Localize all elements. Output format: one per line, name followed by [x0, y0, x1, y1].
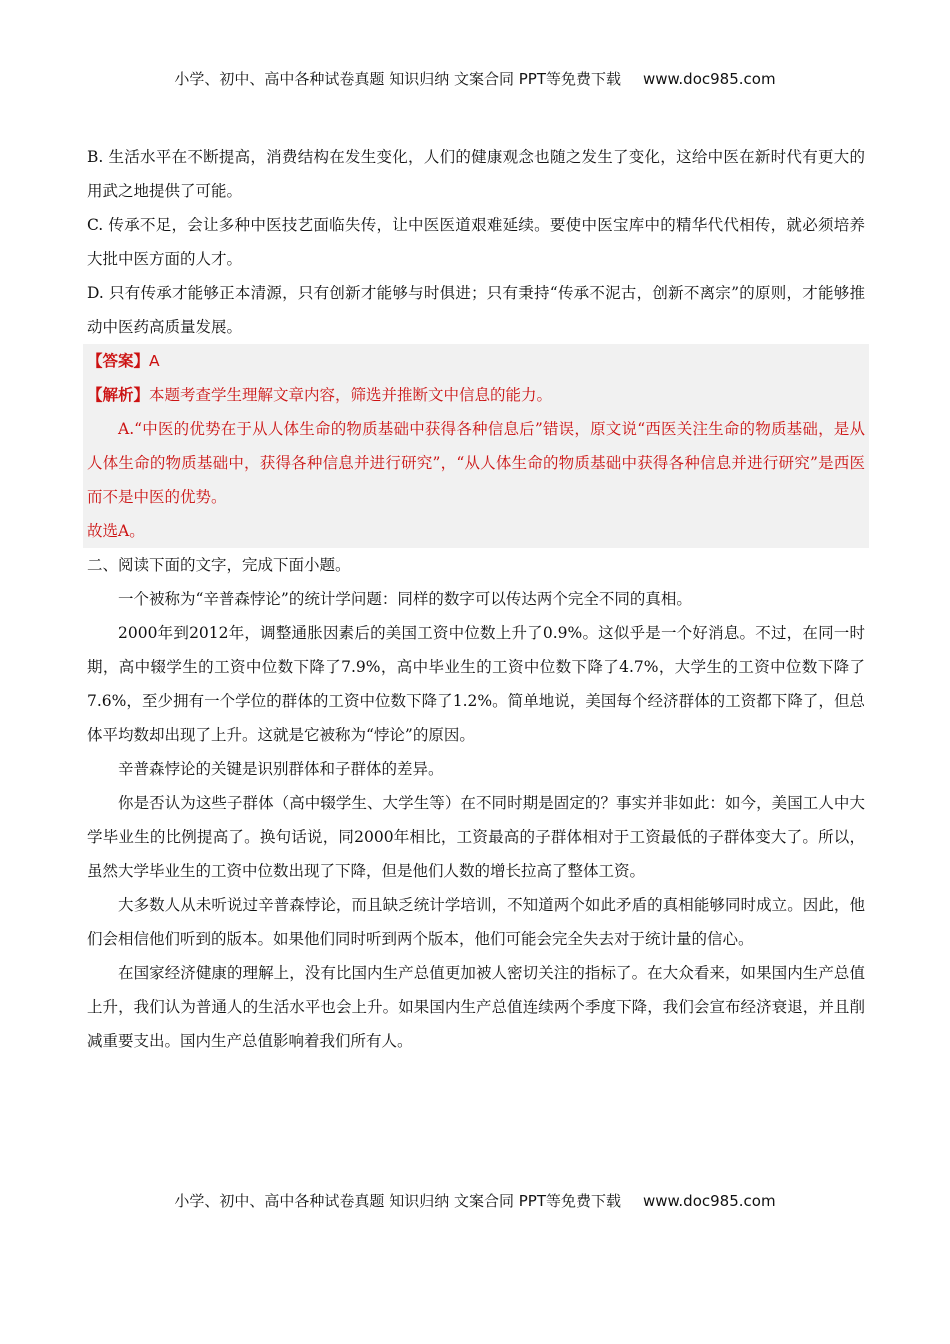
answer-box: [83, 344, 869, 548]
option-c: C. 传承不足，会让多种中医技艺面临失传，让中医医道艰难延续。要使中医宝库中的精华代代相传，就必须培养大批中医方面的人才。: [87, 216, 865, 268]
option-d: D. 只有传承才能够正本清源，只有创新才能够与时俱进；只有秉持“传承不泥古，创新不离宗”的原则，才能够推动中医药高质量发展。: [87, 284, 865, 336]
passage-paragraph: 在国家经济健康的理解上，没有比国内生产总值更加被人密切关注的指标了。在大众看来，如果国内生产总值上升，我们认为普通人的生活水平也会上升。如果国内生产总值连续两个季度下降，我们会宣布经济衰退，并且削减重要支出。国内生产总值影响着我们所有人。: [87, 964, 865, 1050]
header-text: 小学、初中、高中各种试卷真题 知识归纳 文案合同 PPT等免费下载: [174, 70, 621, 88]
analysis-conclusion: 故选A。: [87, 522, 145, 540]
analysis-body: A.“中医的优势在于从人体生命的物质基础中获得各种信息后”错误，原文说“西医关注生命的物质基础，是从人体生命的物质基础中，获得各种信息并进行研究”，“从人体生命的物质基础中获得各种信息并进行研究”是西医而不是中医的优势。: [87, 420, 865, 506]
passage-paragraph: 大多数人从未听说过辛普森悖论，而且缺乏统计学培训，不知道两个如此矛盾的真相能够同时成立。因此，他们会相信他们听到的版本。如果他们同时听到两个版本，他们可能会完全失去对于统计量的信心。: [87, 896, 865, 948]
option-b: B. 生活水平在不断提高，消费结构在发生变化，人们的健康观念也随之发生了变化，这给中医在新时代有更大的用武之地提供了可能。: [87, 148, 865, 200]
answer-line: [87, 344, 865, 378]
answer-label: 【答案】: [87, 351, 150, 370]
document-body: [87, 140, 865, 1058]
footer-text: 小学、初中、高中各种试卷真题 知识归纳 文案合同 PPT等免费下载: [174, 1192, 621, 1210]
footer-site: www.doc985.com: [642, 1192, 776, 1210]
passage-paragraph: 辛普森悖论的关键是识别群体和子群体的差异。: [118, 760, 444, 778]
passage-paragraph: 你是否认为这些子群体（高中辍学生、大学生等）在不同时期是固定的？事实并非如此：如今，美国工人中大学毕业生的比例提高了。换句话说，同2000年相比，工资最高的子群体相对于工资最低的子群体变大了。所以，虽然大学毕业生的工资中位数出现了下降，但是他们人数的增长拉高了整体工资。: [87, 794, 865, 880]
page-header: [0, 68, 950, 89]
passage-paragraph: 2000年到2012年，调整通胀因素后的美国工资中位数上升了0.9%。这似乎是一个好消息。不过，在同一时期，高中辍学生的工资中位数下降了7.9%，高中毕业生的工资中位数下降了4.7%，大学生的工资中位数下降了7.6%，至少拥有一个学位的群体的工资中位数下降了1.2%。简单地说，美国每个经济群体的工资都下降了，但总体平均数却出现了上升。这就是它被称为“悖论”的原因。: [87, 624, 865, 744]
passage-paragraph: 一个被称为“辛普森悖论”的统计学问题：同样的数字可以传达两个完全不同的真相。: [118, 590, 692, 608]
analysis-intro: 本题考查学生理解文章内容，筛选并推断文中信息的能力。: [149, 386, 553, 404]
analysis-label: 【解析】: [87, 385, 150, 404]
header-site: www.doc985.com: [642, 70, 776, 88]
page-footer: [0, 1190, 950, 1211]
analysis-line: [87, 378, 865, 412]
answer-value: A: [149, 352, 160, 370]
section-heading: 二、阅读下面的文字，完成下面小题。: [87, 556, 351, 574]
